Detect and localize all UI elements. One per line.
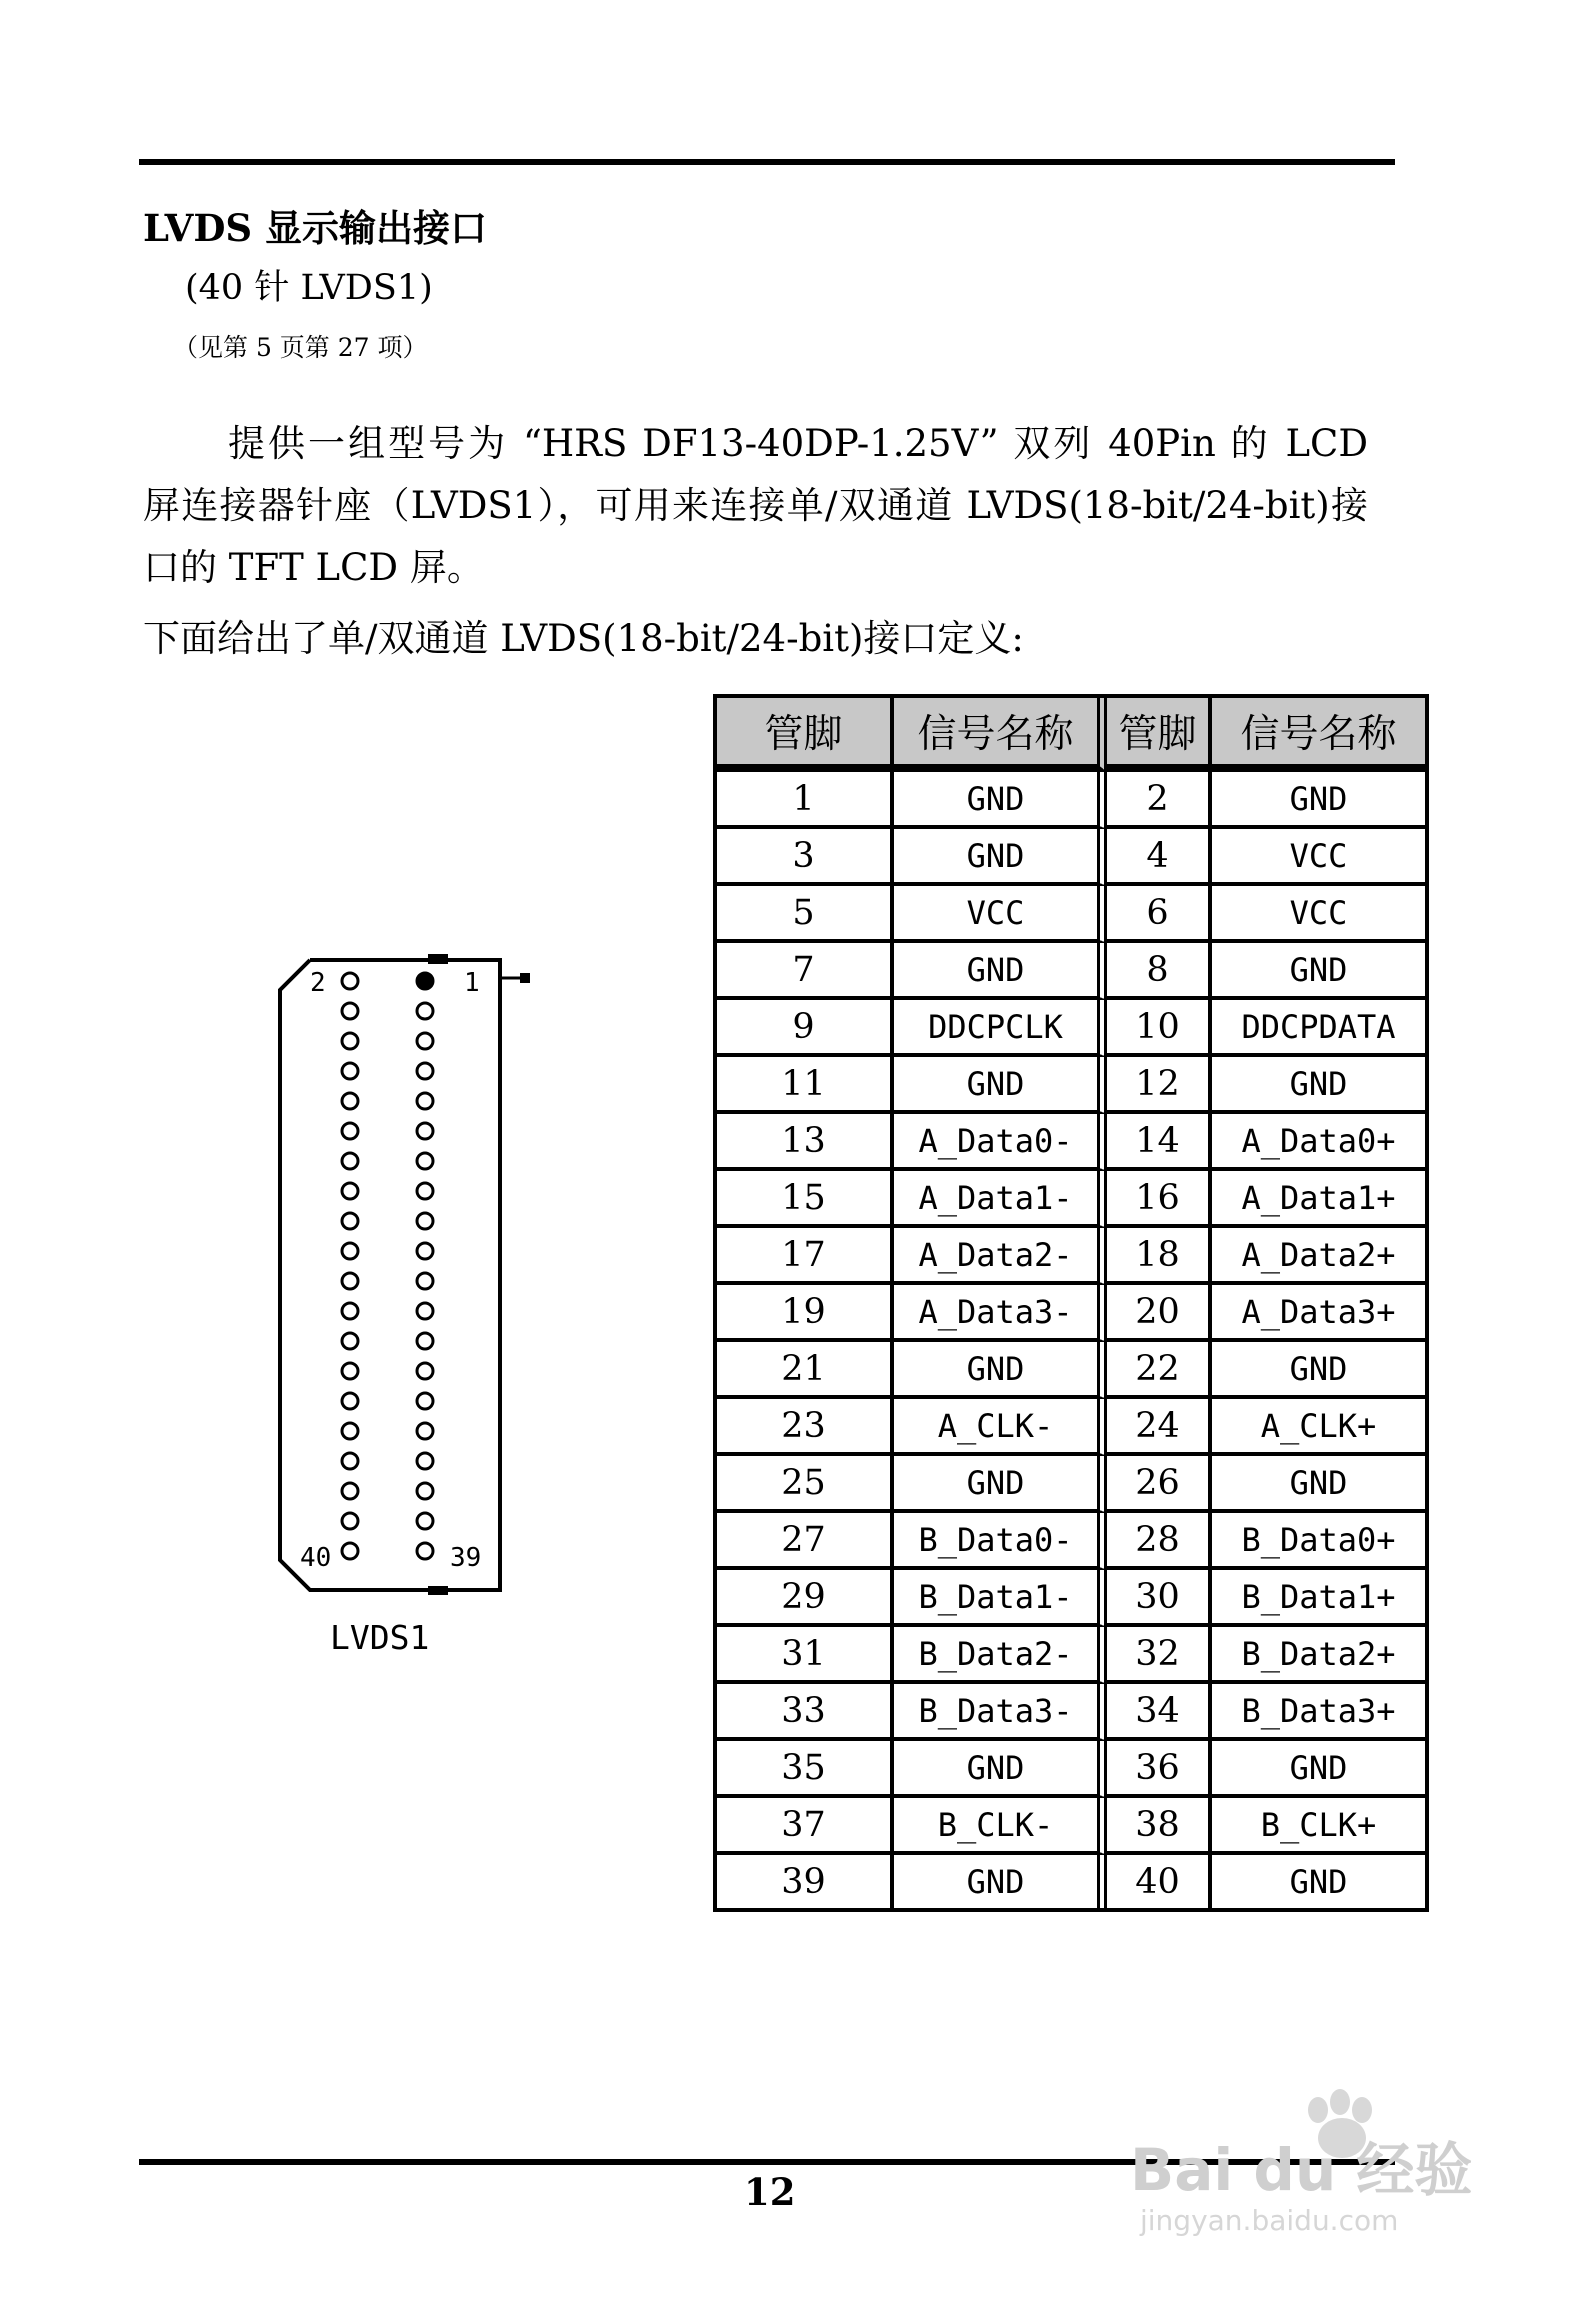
pin-number-even: 22 bbox=[1107, 1342, 1212, 1399]
connector-pin bbox=[342, 1273, 358, 1289]
pin-number-even: 30 bbox=[1107, 1570, 1212, 1627]
signal-name-even: A_Data3+ bbox=[1212, 1285, 1425, 1342]
signal-name-odd: B_Data3- bbox=[894, 1684, 1107, 1741]
pin-number-odd: 17 bbox=[717, 1228, 894, 1285]
table-row bbox=[717, 1057, 1425, 1114]
signal-name-odd: GND bbox=[894, 1741, 1107, 1798]
signal-name-even: DDCPDATA bbox=[1212, 1000, 1425, 1057]
pin-number-odd: 25 bbox=[717, 1456, 894, 1513]
pin-number-odd: 23 bbox=[717, 1399, 894, 1456]
connector-pin bbox=[417, 1483, 433, 1499]
connector-pin bbox=[417, 1213, 433, 1229]
connector-pin bbox=[417, 1333, 433, 1349]
pin-number-even: 6 bbox=[1107, 886, 1212, 943]
table-row bbox=[717, 772, 1425, 829]
connector-pin bbox=[417, 1123, 433, 1139]
pin-number-even: 4 bbox=[1107, 829, 1212, 886]
table-row bbox=[717, 1399, 1425, 1456]
connector-pin bbox=[342, 1363, 358, 1379]
pin-number-odd: 37 bbox=[717, 1798, 894, 1855]
pin-number-even: 18 bbox=[1107, 1228, 1212, 1285]
signal-name-odd: A_Data0- bbox=[894, 1114, 1107, 1171]
connector-pin bbox=[342, 1423, 358, 1439]
signal-name-odd: B_Data0- bbox=[894, 1513, 1107, 1570]
pin-group bbox=[342, 973, 433, 1559]
connector-svg bbox=[270, 945, 530, 1595]
header-pin-even: 管脚 bbox=[1107, 698, 1212, 772]
connector-pin bbox=[417, 973, 433, 989]
connector-pin bbox=[342, 1153, 358, 1169]
signal-name-odd: A_Data2- bbox=[894, 1228, 1107, 1285]
connector-diagram bbox=[270, 945, 530, 1595]
connector-pin bbox=[342, 1513, 358, 1529]
table-row bbox=[717, 1741, 1425, 1798]
connector-pin bbox=[417, 1303, 433, 1319]
table-row bbox=[717, 1570, 1425, 1627]
pin-number-odd: 35 bbox=[717, 1741, 894, 1798]
pin2-label: 2 bbox=[310, 968, 326, 998]
table-row bbox=[717, 1456, 1425, 1513]
connector-pin bbox=[342, 1213, 358, 1229]
connector-pin bbox=[342, 1033, 358, 1049]
connector-pin bbox=[417, 1063, 433, 1079]
pin-number-even: 12 bbox=[1107, 1057, 1212, 1114]
pin-number-odd: 31 bbox=[717, 1627, 894, 1684]
signal-name-even: B_Data0+ bbox=[1212, 1513, 1425, 1570]
table-row bbox=[717, 1285, 1425, 1342]
connector-pin bbox=[417, 1363, 433, 1379]
table-row bbox=[717, 1627, 1425, 1684]
connector-pin bbox=[417, 1243, 433, 1259]
pin-number-odd: 29 bbox=[717, 1570, 894, 1627]
pin-number-even: 28 bbox=[1107, 1513, 1212, 1570]
signal-name-even: B_CLK+ bbox=[1212, 1798, 1425, 1855]
connector-pin bbox=[417, 1393, 433, 1409]
pin-number-odd: 1 bbox=[717, 772, 894, 829]
signal-name-odd: GND bbox=[894, 772, 1107, 829]
section-heading: LVDS 显示输出接口 bbox=[143, 206, 488, 250]
signal-name-even: GND bbox=[1212, 1057, 1425, 1114]
connector-pin bbox=[342, 1333, 358, 1349]
connector-pin bbox=[342, 1093, 358, 1109]
definition-intro-paragraph: 下面给出了单/双通道 LVDS(18-bit/24-bit)接口定义: bbox=[143, 617, 1024, 660]
header-signal-odd: 信号名称 bbox=[894, 698, 1107, 772]
connector-pin bbox=[417, 1273, 433, 1289]
signal-name-odd: A_CLK- bbox=[894, 1399, 1107, 1456]
pin-number-even: 10 bbox=[1107, 1000, 1212, 1057]
page-reference: （见第 5 页第 27 项） bbox=[173, 333, 428, 362]
connector-pin bbox=[342, 1003, 358, 1019]
signal-name-odd: A_Data1- bbox=[894, 1171, 1107, 1228]
connector-pin bbox=[417, 1153, 433, 1169]
pin40-label: 40 bbox=[300, 1543, 332, 1573]
signal-name-odd: A_Data3- bbox=[894, 1285, 1107, 1342]
table-row bbox=[717, 1855, 1425, 1908]
signal-name-odd: B_Data2- bbox=[894, 1627, 1107, 1684]
signal-name-even: A_Data0+ bbox=[1212, 1114, 1425, 1171]
pin-number-odd: 9 bbox=[717, 1000, 894, 1057]
pin-number-odd: 15 bbox=[717, 1171, 894, 1228]
pin-number-odd: 27 bbox=[717, 1513, 894, 1570]
signal-name-odd: VCC bbox=[894, 886, 1107, 943]
watermark-brand: Bai du 经验 bbox=[1130, 2136, 1473, 2204]
signal-name-odd: DDCPCLK bbox=[894, 1000, 1107, 1057]
pin-number-even: 40 bbox=[1107, 1855, 1212, 1908]
signal-name-even: A_Data1+ bbox=[1212, 1171, 1425, 1228]
pin-number-odd: 3 bbox=[717, 829, 894, 886]
table-row bbox=[717, 829, 1425, 886]
connector-pin bbox=[342, 973, 358, 989]
pin-number-odd: 39 bbox=[717, 1855, 894, 1908]
connector-pin bbox=[342, 1303, 358, 1319]
watermark-url: jingyan.baidu.com bbox=[1140, 2204, 1399, 2237]
table-row bbox=[717, 1000, 1425, 1057]
table-row bbox=[717, 1228, 1425, 1285]
pin-number-odd: 13 bbox=[717, 1114, 894, 1171]
signal-name-even: GND bbox=[1212, 1342, 1425, 1399]
pin-number-even: 16 bbox=[1107, 1171, 1212, 1228]
connector-pin bbox=[342, 1183, 358, 1199]
pin-number-even: 38 bbox=[1107, 1798, 1212, 1855]
pin-number-even: 8 bbox=[1107, 943, 1212, 1000]
connector-pin bbox=[417, 1453, 433, 1469]
pin-number-even: 14 bbox=[1107, 1114, 1212, 1171]
pin-number-odd: 19 bbox=[717, 1285, 894, 1342]
pin-definition-table bbox=[713, 694, 1429, 1912]
signal-name-odd: B_CLK- bbox=[894, 1798, 1107, 1855]
pin-number-even: 36 bbox=[1107, 1741, 1212, 1798]
connector-pin bbox=[417, 1093, 433, 1109]
section-subheading: (40 针 LVDS1) bbox=[185, 268, 433, 308]
signal-name-odd: GND bbox=[894, 1855, 1107, 1908]
signal-name-odd: GND bbox=[894, 829, 1107, 886]
pin-number-even: 34 bbox=[1107, 1684, 1212, 1741]
signal-name-even: GND bbox=[1212, 772, 1425, 829]
connector-pin bbox=[342, 1543, 358, 1559]
signal-name-even: B_Data2+ bbox=[1212, 1627, 1425, 1684]
connector-pin bbox=[342, 1453, 358, 1469]
table-row bbox=[717, 1171, 1425, 1228]
connector-pin bbox=[417, 1543, 433, 1559]
signal-name-even: A_CLK+ bbox=[1212, 1399, 1425, 1456]
header-pin-odd: 管脚 bbox=[717, 698, 894, 772]
signal-name-even: GND bbox=[1212, 1456, 1425, 1513]
pin-number-odd: 21 bbox=[717, 1342, 894, 1399]
pin1-label: 1 bbox=[464, 968, 480, 998]
signal-name-odd: GND bbox=[894, 1342, 1107, 1399]
top-rule bbox=[139, 159, 1395, 165]
connector-pin bbox=[342, 1063, 358, 1079]
connector-pin bbox=[417, 1003, 433, 1019]
table-row bbox=[717, 1513, 1425, 1570]
signal-name-even: B_Data1+ bbox=[1212, 1570, 1425, 1627]
page-number: 12 bbox=[744, 2170, 796, 2214]
table-header-row bbox=[717, 698, 1425, 772]
connector-pin bbox=[342, 1243, 358, 1259]
pin-number-even: 24 bbox=[1107, 1399, 1212, 1456]
pin-number-even: 2 bbox=[1107, 772, 1212, 829]
signal-name-even: B_Data3+ bbox=[1212, 1684, 1425, 1741]
pin-number-even: 26 bbox=[1107, 1456, 1212, 1513]
connector-pin bbox=[342, 1123, 358, 1139]
connector-pin bbox=[342, 1483, 358, 1499]
baidu-jingyan-watermark bbox=[1120, 2080, 1500, 2240]
connector-pin bbox=[342, 1393, 358, 1409]
signal-name-even: VCC bbox=[1212, 829, 1425, 886]
signal-name-odd: GND bbox=[894, 1057, 1107, 1114]
table-row bbox=[717, 1798, 1425, 1855]
connector-caption: LVDS1 bbox=[330, 1618, 430, 1657]
pin-number-odd: 7 bbox=[717, 943, 894, 1000]
pin-number-odd: 11 bbox=[717, 1057, 894, 1114]
pin-number-odd: 33 bbox=[717, 1684, 894, 1741]
connector-pin bbox=[417, 1513, 433, 1529]
signal-name-odd: GND bbox=[894, 943, 1107, 1000]
pin-number-even: 20 bbox=[1107, 1285, 1212, 1342]
signal-name-even: A_Data2+ bbox=[1212, 1228, 1425, 1285]
signal-name-even: VCC bbox=[1212, 886, 1425, 943]
signal-name-odd: GND bbox=[894, 1456, 1107, 1513]
signal-name-even: GND bbox=[1289, 1862, 1348, 1901]
pin-number-odd: 5 bbox=[717, 886, 894, 943]
signal-name-odd: B_Data1- bbox=[894, 1570, 1107, 1627]
table-row bbox=[717, 886, 1425, 943]
pin39-label: 39 bbox=[450, 1543, 482, 1573]
table-row bbox=[717, 943, 1425, 1000]
signal-name-even: GND bbox=[1212, 1741, 1425, 1798]
pin-number-even: 32 bbox=[1107, 1627, 1212, 1684]
signal-name-even: GND bbox=[1212, 943, 1425, 1000]
description-paragraph: 提供一组型号为 “HRS DF13-40DP-1.25V” 双列 40Pin 的 LCD 屏连接器针座（LVDS1），可用来连接单/双通道 LVDS(18-bit/24-bit)接口的 TFT LCD 屏。 bbox=[143, 422, 1368, 589]
table-row bbox=[717, 1342, 1425, 1399]
table-row bbox=[717, 1114, 1425, 1171]
header-signal-even: 信号名称 bbox=[1212, 698, 1425, 772]
connector-pin bbox=[417, 1183, 433, 1199]
connector-pin bbox=[417, 1423, 433, 1439]
connector-pin bbox=[417, 1033, 433, 1049]
table-row bbox=[717, 1684, 1425, 1741]
